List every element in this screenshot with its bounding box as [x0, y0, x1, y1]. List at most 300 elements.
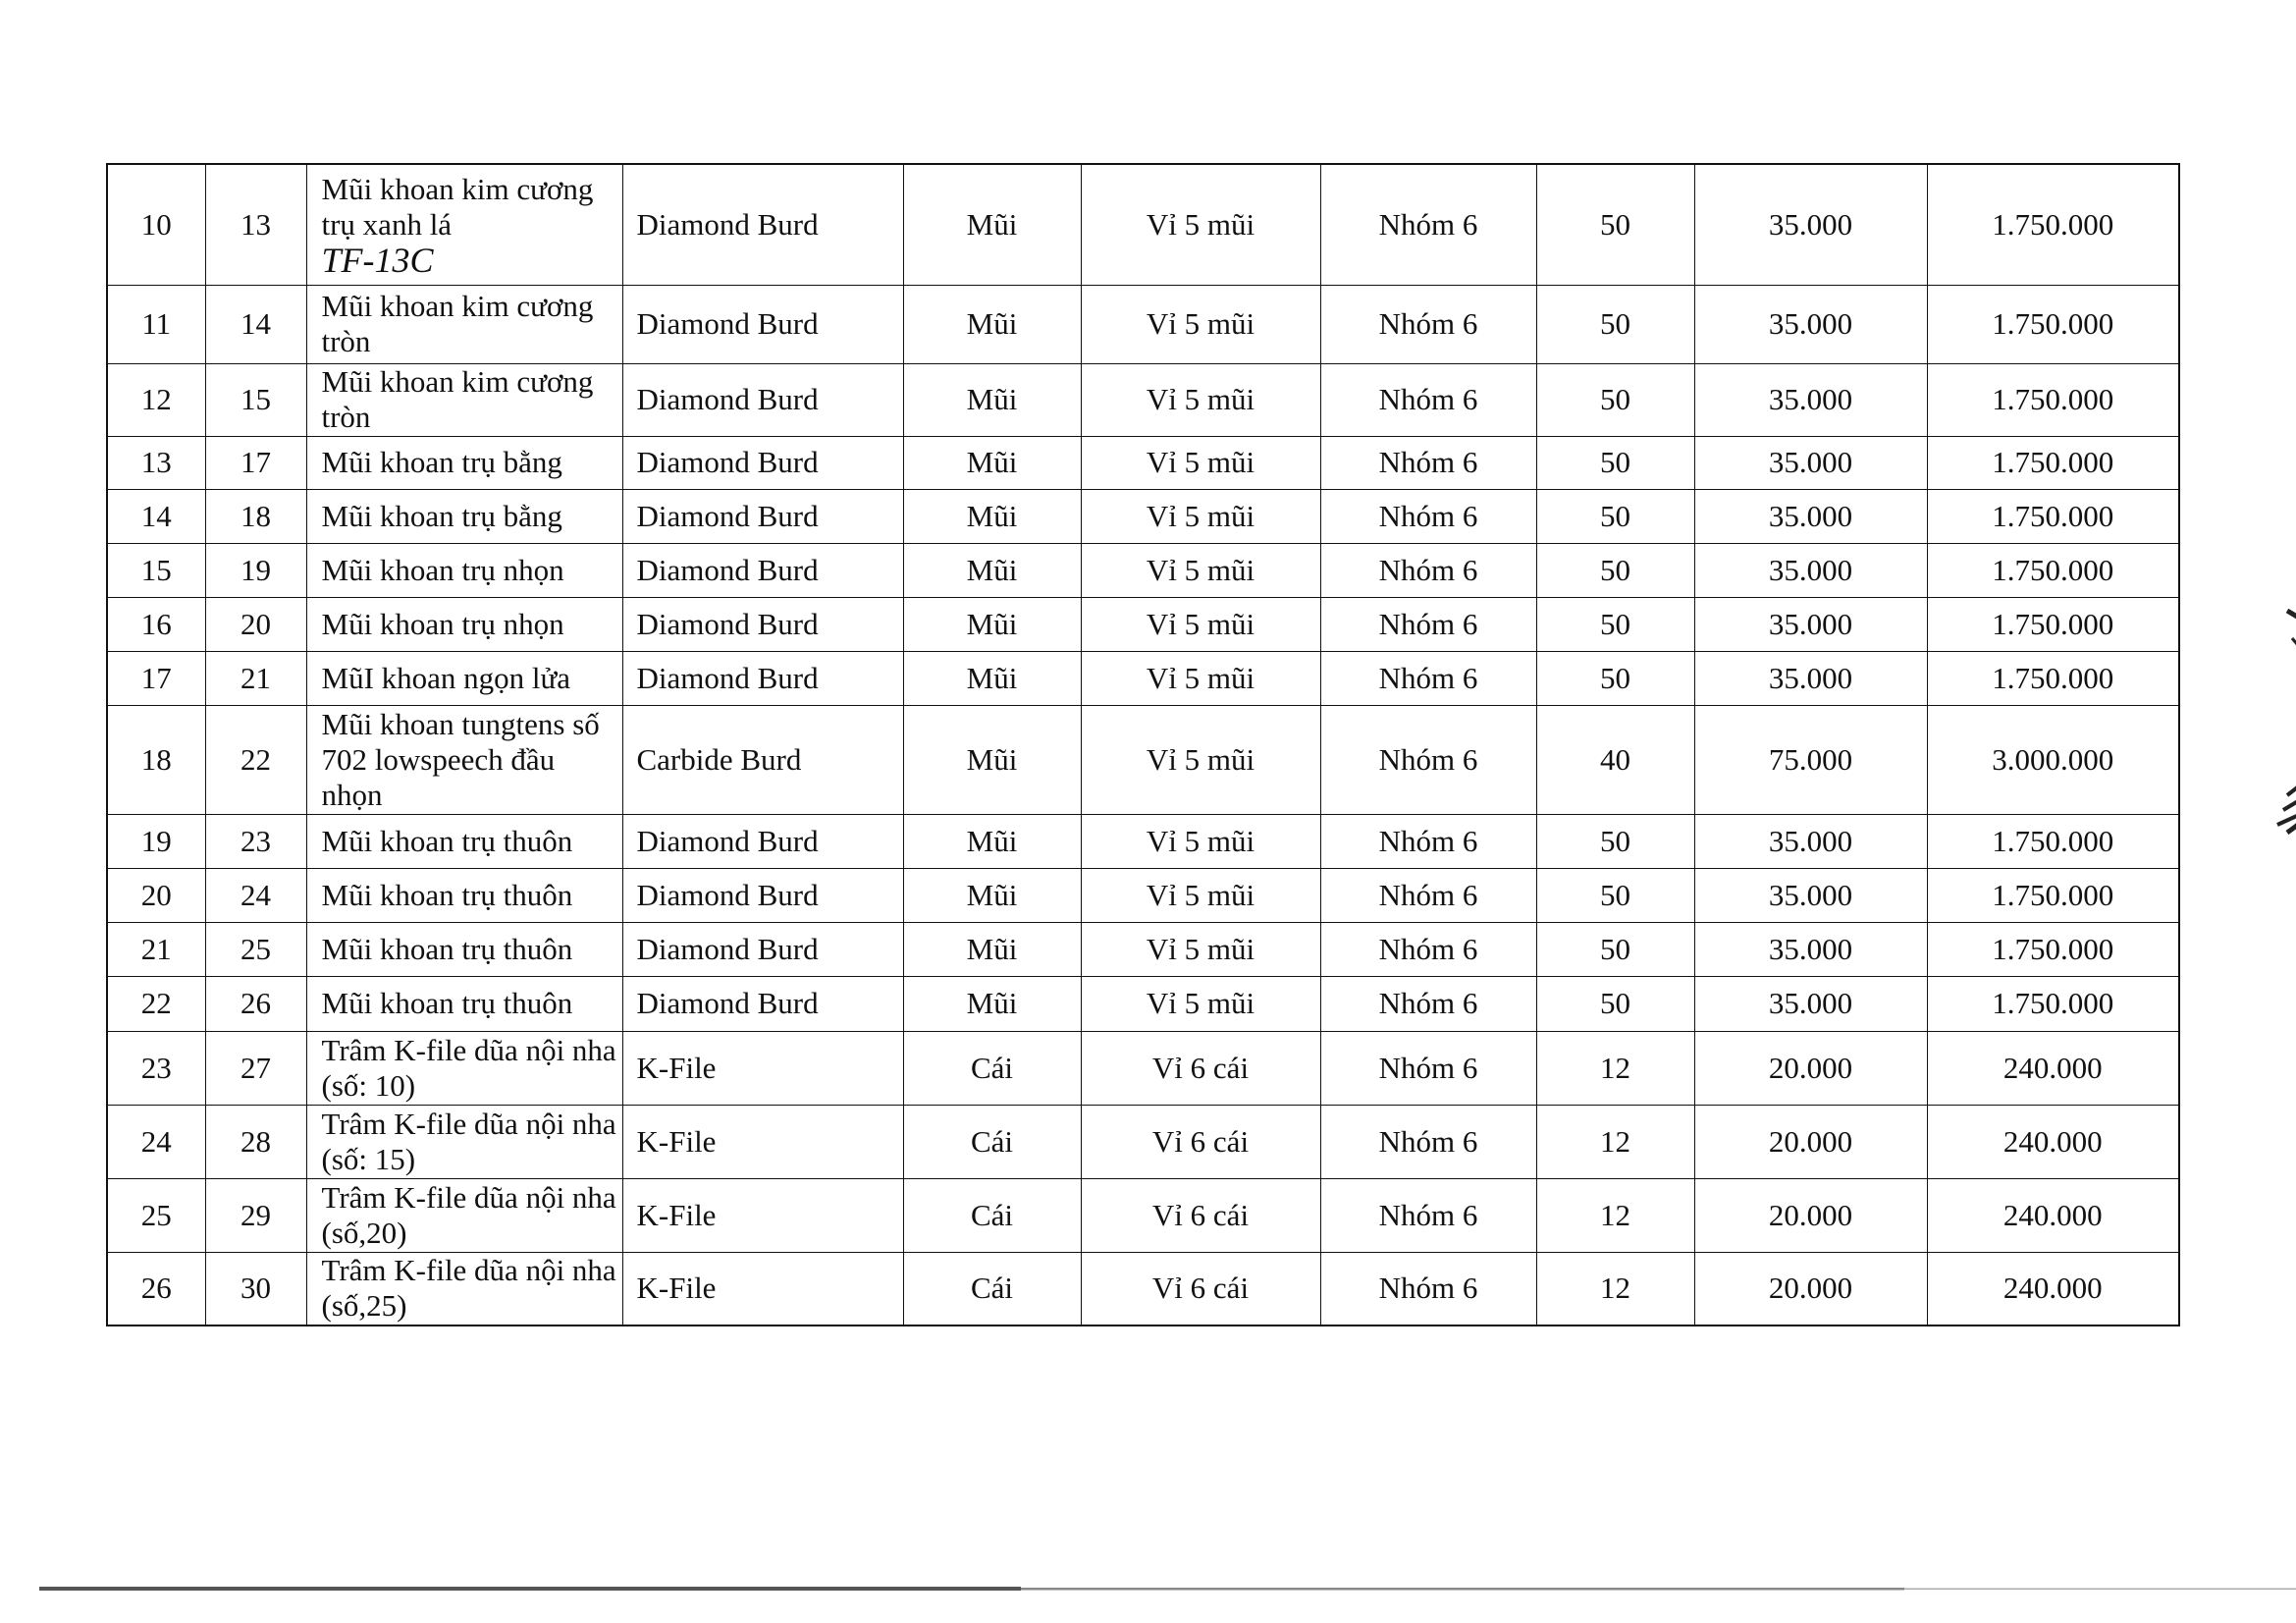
table-row — [107, 868, 2179, 922]
cell-item-no-text: 30 — [240, 1271, 271, 1306]
cell-item-no-text: 22 — [240, 741, 271, 777]
cell-type — [622, 651, 903, 705]
cell-item-no-text: 29 — [240, 1197, 271, 1232]
cell-quantity — [1536, 543, 1694, 597]
cell-item-no — [205, 489, 306, 543]
cell-item-no-text: 27 — [240, 1050, 271, 1085]
cell-unit-text: Mũi — [966, 823, 1018, 858]
cell-group-text: Nhóm 6 — [1378, 606, 1478, 641]
cell-quantity-text: 50 — [1600, 445, 1630, 479]
cell-type — [622, 1178, 903, 1252]
cell-quantity-text: 12 — [1600, 1123, 1630, 1159]
cell-quantity-text: 50 — [1600, 986, 1630, 1020]
cell-unit-price-text: 35.000 — [1768, 498, 1853, 533]
cell-item-name-text: Trâm K-file dũa nội nha (số: 10) — [321, 1032, 616, 1103]
cell-unit-text: Mũi — [966, 741, 1018, 777]
cell-unit-price — [1694, 363, 1927, 436]
cell-total — [1927, 814, 2179, 868]
cell-unit-price-text: 35.000 — [1768, 986, 1853, 1020]
cell-group-text: Nhóm 6 — [1378, 306, 1478, 341]
cell-unit — [903, 814, 1081, 868]
cell-type — [622, 922, 903, 976]
cell-group-text: Nhóm 6 — [1378, 1271, 1478, 1306]
cell-item-name-text: Mũi khoan trụ thuôn — [321, 986, 573, 1020]
handwritten-note: TF-13C — [321, 240, 434, 280]
cell-packaging — [1081, 1105, 1320, 1178]
cell-type — [622, 285, 903, 363]
cell-unit-price — [1694, 489, 1927, 543]
cell-type-text: Diamond Burd — [636, 552, 819, 587]
table-row — [107, 651, 2179, 705]
cell-total-text: 240.000 — [2002, 1197, 2103, 1232]
table-row — [107, 1252, 2179, 1325]
cell-packaging-text: Vỉ 5 mũi — [1146, 498, 1255, 533]
cell-group — [1320, 597, 1536, 651]
cell-type — [622, 1105, 903, 1178]
cell-unit-text: Mũi — [966, 382, 1018, 416]
cell-packaging-text: Vỉ 5 mũi — [1146, 445, 1255, 479]
cell-unit-text: Cái — [970, 1197, 1014, 1232]
cell-total-text: 1.750.000 — [1992, 206, 2114, 242]
cell-quantity-text: 12 — [1600, 1050, 1630, 1085]
cell-item-name-text: Mũi khoan trụ nhọn — [321, 606, 564, 641]
cell-unit-text: Cái — [970, 1271, 1014, 1306]
cell-item-no-text: 28 — [240, 1123, 271, 1159]
cell-type — [622, 976, 903, 1031]
cell-unit — [903, 922, 1081, 976]
cell-quantity-text: 12 — [1600, 1197, 1630, 1232]
cell-total-text: 1.750.000 — [1992, 306, 2114, 341]
cell-type — [622, 1252, 903, 1325]
table-row — [107, 814, 2179, 868]
cell-packaging — [1081, 976, 1320, 1031]
cell-stt-text: 20 — [140, 877, 172, 912]
cell-unit-price-text: 35.000 — [1768, 445, 1853, 479]
cell-item-name — [306, 651, 622, 705]
cell-stt-text: 24 — [140, 1123, 172, 1159]
cell-stt — [107, 651, 205, 705]
cell-unit-text: Mũi — [966, 877, 1018, 912]
cell-packaging — [1081, 543, 1320, 597]
cell-unit-price — [1694, 976, 1927, 1031]
cell-unit-text: Mũi — [966, 606, 1018, 641]
table-row — [107, 489, 2179, 543]
table-row — [107, 597, 2179, 651]
cell-packaging — [1081, 489, 1320, 543]
cell-packaging — [1081, 164, 1320, 285]
cell-total-text: 1.750.000 — [1992, 823, 2114, 858]
cell-stt-text: 25 — [140, 1197, 172, 1232]
cell-packaging — [1081, 363, 1320, 436]
cell-item-name-text: Trâm K-file dũa nội nha (số: 15) — [321, 1106, 616, 1176]
cell-quantity-text: 12 — [1600, 1271, 1630, 1306]
cell-total — [1927, 651, 2179, 705]
cell-quantity — [1536, 868, 1694, 922]
cell-item-name-text: Mũi khoan trụ bằng — [321, 445, 562, 479]
cell-packaging — [1081, 436, 1320, 489]
table-row — [107, 1105, 2179, 1178]
cell-item-name — [306, 814, 622, 868]
table-row — [107, 363, 2179, 436]
cell-type-text: Diamond Burd — [636, 498, 819, 533]
cell-unit-price — [1694, 285, 1927, 363]
cell-unit-text: Cái — [970, 1123, 1014, 1159]
cell-unit — [903, 976, 1081, 1031]
cell-type-text: Diamond Burd — [636, 660, 819, 695]
cell-packaging — [1081, 814, 1320, 868]
cell-stt — [107, 814, 205, 868]
cell-total — [1927, 363, 2179, 436]
cell-item-no-text: 20 — [240, 606, 271, 641]
cell-item-name-text: Mũi khoan trụ bằng — [321, 498, 562, 533]
cell-type-text: Diamond Burd — [636, 445, 819, 479]
cell-unit — [903, 868, 1081, 922]
cell-item-no — [205, 1105, 306, 1178]
cell-item-no — [205, 597, 306, 651]
table-row — [107, 1031, 2179, 1105]
cell-unit-text: Cái — [970, 1050, 1014, 1085]
cell-packaging-text: Vỉ 6 cái — [1151, 1123, 1250, 1159]
cell-item-no-text: 18 — [240, 498, 271, 533]
cell-item-name — [306, 705, 622, 814]
cell-stt — [107, 1178, 205, 1252]
cell-group — [1320, 1252, 1536, 1325]
cell-unit-price-text: 20.000 — [1768, 1123, 1853, 1159]
cell-item-name — [306, 1252, 622, 1325]
cell-stt — [107, 363, 205, 436]
cell-quantity — [1536, 363, 1694, 436]
cell-unit-price-text: 35.000 — [1768, 606, 1853, 641]
cell-item-no-text: 26 — [240, 986, 271, 1020]
cell-item-no-text: 17 — [240, 445, 271, 479]
cell-unit-price — [1694, 868, 1927, 922]
cell-stt — [107, 1031, 205, 1105]
cell-item-no — [205, 976, 306, 1031]
cell-total — [1927, 597, 2179, 651]
cell-type-text: Diamond Burd — [636, 306, 819, 341]
cell-total-text: 1.750.000 — [1992, 606, 2114, 641]
cell-quantity-text: 50 — [1600, 552, 1630, 587]
cell-unit — [903, 1031, 1081, 1105]
cell-group-text: Nhóm 6 — [1378, 552, 1478, 587]
cell-total-text: 1.750.000 — [1992, 498, 2114, 533]
cell-packaging-text: Vỉ 5 mũi — [1146, 741, 1255, 777]
cell-item-name-text: Mũi khoan trụ thuôn — [321, 877, 573, 912]
cell-group — [1320, 868, 1536, 922]
cell-group — [1320, 164, 1536, 285]
cell-group-text: Nhóm 6 — [1378, 206, 1478, 242]
cell-group-text: Nhóm 6 — [1378, 1050, 1478, 1085]
cell-item-no-text: 15 — [240, 382, 271, 416]
cell-type — [622, 436, 903, 489]
cell-total-text: 3.000.000 — [1992, 741, 2114, 777]
cell-item-no — [205, 285, 306, 363]
cell-total — [1927, 1178, 2179, 1252]
cell-stt-text: 26 — [140, 1271, 172, 1306]
cell-group-text: Nhóm 6 — [1378, 1197, 1478, 1232]
cell-type — [622, 489, 903, 543]
cell-type-text: Diamond Burd — [636, 206, 819, 242]
cell-item-name — [306, 363, 622, 436]
cell-stt — [107, 976, 205, 1031]
cell-item-name-text: Mũi khoan kim cương trụ xanh lá — [321, 171, 594, 242]
cell-item-no — [205, 363, 306, 436]
cell-stt — [107, 705, 205, 814]
cell-item-name-text: Mũi khoan kim cương tròn — [321, 289, 594, 358]
cell-type-text: K-File — [636, 1123, 717, 1159]
cell-unit — [903, 1252, 1081, 1325]
cell-item-no — [205, 1031, 306, 1105]
cell-group-text: Nhóm 6 — [1378, 877, 1478, 912]
cell-group — [1320, 489, 1536, 543]
cell-unit — [903, 705, 1081, 814]
cell-item-name-text: Mũi khoan kim cương tròn — [321, 364, 594, 434]
cell-item-no — [205, 543, 306, 597]
cell-quantity-text: 50 — [1600, 306, 1630, 341]
cell-unit-price-text: 35.000 — [1768, 206, 1853, 242]
cell-packaging-text: Vỉ 5 mũi — [1146, 382, 1255, 416]
cell-unit-price-text: 35.000 — [1768, 660, 1853, 695]
cell-group-text: Nhóm 6 — [1378, 445, 1478, 479]
cell-group — [1320, 1178, 1536, 1252]
cell-stt-text: 22 — [140, 986, 172, 1020]
cell-total-text: 240.000 — [2002, 1271, 2103, 1306]
cell-quantity-text: 50 — [1600, 206, 1630, 242]
stamp-fragment — [2248, 609, 2296, 835]
cell-type-text: Diamond Burd — [636, 382, 819, 416]
cell-item-name — [306, 922, 622, 976]
cell-total — [1927, 1031, 2179, 1105]
cell-stt-text: 18 — [140, 741, 172, 777]
cell-stt — [107, 164, 205, 285]
cell-type — [622, 868, 903, 922]
procurement-table — [106, 163, 2180, 1326]
cell-item-name-text: Mũi khoan tungtens số 702 lowspeech đầu nhọn — [321, 706, 600, 812]
cell-total — [1927, 976, 2179, 1031]
cell-stt — [107, 922, 205, 976]
cell-unit-text: Mũi — [966, 445, 1018, 479]
cell-item-name — [306, 489, 622, 543]
cell-item-no — [205, 164, 306, 285]
cell-packaging-text: Vỉ 5 mũi — [1146, 660, 1255, 695]
cell-quantity — [1536, 597, 1694, 651]
cell-packaging-text: Vỉ 5 mũi — [1146, 877, 1255, 912]
cell-group-text: Nhóm 6 — [1378, 660, 1478, 695]
cell-quantity-text: 50 — [1600, 606, 1630, 641]
cell-type-text: Diamond Burd — [636, 986, 819, 1020]
cell-unit — [903, 489, 1081, 543]
cell-quantity — [1536, 651, 1694, 705]
cell-unit-price — [1694, 814, 1927, 868]
cell-packaging — [1081, 651, 1320, 705]
cell-quantity-text: 50 — [1600, 931, 1630, 966]
cell-unit — [903, 597, 1081, 651]
cell-item-name — [306, 1178, 622, 1252]
cell-quantity — [1536, 814, 1694, 868]
cell-item-name-text: Mũi khoan trụ nhọn — [321, 552, 564, 587]
cell-packaging — [1081, 285, 1320, 363]
cell-packaging — [1081, 868, 1320, 922]
table-row — [107, 1178, 2179, 1252]
cell-quantity — [1536, 1178, 1694, 1252]
cell-group-text: Nhóm 6 — [1378, 823, 1478, 858]
cell-item-name-text: Mũi khoan trụ thuôn — [321, 823, 573, 858]
cell-quantity — [1536, 285, 1694, 363]
cell-group — [1320, 1031, 1536, 1105]
cell-total — [1927, 1105, 2179, 1178]
cell-stt — [107, 285, 205, 363]
cell-quantity — [1536, 705, 1694, 814]
cell-item-no — [205, 1178, 306, 1252]
cell-total — [1927, 868, 2179, 922]
cell-stt — [107, 1105, 205, 1178]
cell-item-no-text: 24 — [240, 877, 271, 912]
cell-item-name-text: Mũi khoan trụ thuôn — [321, 931, 573, 966]
cell-item-no — [205, 705, 306, 814]
cell-unit-price — [1694, 1031, 1927, 1105]
cell-unit — [903, 651, 1081, 705]
cell-group — [1320, 976, 1536, 1031]
cell-unit — [903, 543, 1081, 597]
table-row — [107, 164, 2179, 285]
cell-unit-price — [1694, 1105, 1927, 1178]
cell-stt — [107, 436, 205, 489]
cell-item-name — [306, 1105, 622, 1178]
cell-quantity-text: 50 — [1600, 660, 1630, 695]
cell-unit-text: Mũi — [966, 306, 1018, 341]
cell-stt-text: 15 — [140, 552, 172, 587]
cell-item-no — [205, 814, 306, 868]
cell-unit-price — [1694, 436, 1927, 489]
cell-item-name-text: MũI khoan ngọn lửa — [321, 660, 571, 695]
cell-item-name-text: Trâm K-file dũa nội nha (số,20) — [321, 1179, 616, 1250]
cell-packaging-text: Vỉ 6 cái — [1151, 1050, 1250, 1085]
cell-type-text: K-File — [636, 1271, 717, 1306]
cell-item-name — [306, 597, 622, 651]
cell-total — [1927, 489, 2179, 543]
cell-unit-price — [1694, 705, 1927, 814]
cell-stt — [107, 597, 205, 651]
cell-unit-price — [1694, 1178, 1927, 1252]
cell-unit-text: Mũi — [966, 206, 1018, 242]
cell-group — [1320, 1105, 1536, 1178]
cell-quantity — [1536, 922, 1694, 976]
cell-group-text: Nhóm 6 — [1378, 498, 1478, 533]
cell-group — [1320, 436, 1536, 489]
cell-type-text: Diamond Burd — [636, 823, 819, 858]
cell-type — [622, 363, 903, 436]
cell-unit-text: Mũi — [966, 552, 1018, 587]
cell-packaging-text: Vỉ 5 mũi — [1146, 823, 1255, 858]
cell-item-no-text: 13 — [240, 206, 271, 242]
cell-total — [1927, 164, 2179, 285]
cell-unit-price-text: 20.000 — [1768, 1271, 1853, 1306]
cell-stt-text: 21 — [140, 931, 172, 966]
scan-edge-line — [39, 1586, 2296, 1592]
cell-unit-price-text: 35.000 — [1768, 877, 1853, 912]
cell-unit — [903, 164, 1081, 285]
cell-stt-text: 16 — [140, 606, 172, 641]
cell-unit-price — [1694, 922, 1927, 976]
cell-item-name — [306, 1031, 622, 1105]
cell-total-text: 240.000 — [2002, 1123, 2103, 1159]
cell-quantity — [1536, 976, 1694, 1031]
cell-item-no-text: 21 — [240, 660, 271, 695]
cell-type-text: Carbide Burd — [636, 741, 802, 777]
cell-item-no — [205, 436, 306, 489]
cell-unit-text: Mũi — [966, 660, 1018, 695]
cell-group-text: Nhóm 6 — [1378, 931, 1478, 966]
cell-total-text: 1.750.000 — [1992, 660, 2114, 695]
cell-packaging — [1081, 705, 1320, 814]
cell-packaging — [1081, 597, 1320, 651]
table-row — [107, 543, 2179, 597]
cell-quantity-text: 40 — [1600, 741, 1630, 777]
cell-total-text: 1.750.000 — [1992, 931, 2114, 966]
cell-quantity-text: 50 — [1600, 823, 1630, 858]
cell-packaging — [1081, 922, 1320, 976]
cell-quantity — [1536, 1252, 1694, 1325]
cell-packaging-text: Vỉ 5 mũi — [1146, 552, 1255, 587]
cell-total — [1927, 922, 2179, 976]
cell-stt — [107, 1252, 205, 1325]
cell-packaging-text: Vỉ 6 cái — [1151, 1271, 1250, 1306]
cell-stt-text: 19 — [140, 823, 172, 858]
cell-unit — [903, 1178, 1081, 1252]
cell-item-no — [205, 1252, 306, 1325]
cell-total — [1927, 436, 2179, 489]
cell-unit-price-text: 75.000 — [1768, 741, 1853, 777]
table-row — [107, 436, 2179, 489]
cell-group-text: Nhóm 6 — [1378, 741, 1478, 777]
cell-group — [1320, 922, 1536, 976]
cell-item-no — [205, 922, 306, 976]
cell-quantity-text: 50 — [1600, 877, 1630, 912]
cell-unit-price — [1694, 164, 1927, 285]
cell-unit-price — [1694, 543, 1927, 597]
cell-unit — [903, 436, 1081, 489]
cell-packaging-text: Vỉ 5 mũi — [1146, 606, 1255, 641]
table-row — [107, 285, 2179, 363]
cell-stt-text: 11 — [141, 306, 172, 341]
cell-item-name — [306, 543, 622, 597]
cell-total — [1927, 1252, 2179, 1325]
cell-unit-price-text: 35.000 — [1768, 382, 1853, 416]
cell-item-name — [306, 868, 622, 922]
cell-unit-text: Mũi — [966, 931, 1018, 966]
cell-group-text: Nhóm 6 — [1378, 1123, 1478, 1159]
cell-type-text: Diamond Burd — [636, 606, 819, 641]
cell-packaging — [1081, 1031, 1320, 1105]
cell-item-name — [306, 164, 622, 285]
cell-total-text: 240.000 — [2002, 1050, 2103, 1085]
cell-unit-price-text: 35.000 — [1768, 823, 1853, 858]
cell-quantity-text: 50 — [1600, 498, 1630, 533]
cell-item-no — [205, 651, 306, 705]
cell-unit-price — [1694, 651, 1927, 705]
cell-quantity — [1536, 1031, 1694, 1105]
cell-type-text: K-File — [636, 1050, 717, 1085]
cell-total — [1927, 543, 2179, 597]
cell-stt-text: 23 — [140, 1050, 172, 1085]
cell-item-no-text: 23 — [240, 823, 271, 858]
cell-unit-price-text: 20.000 — [1768, 1050, 1853, 1085]
cell-total-text: 1.750.000 — [1992, 382, 2114, 416]
cell-packaging-text: Vỉ 5 mũi — [1146, 206, 1255, 242]
cell-group-text: Nhóm 6 — [1378, 382, 1478, 416]
cell-unit — [903, 363, 1081, 436]
cell-item-name — [306, 976, 622, 1031]
